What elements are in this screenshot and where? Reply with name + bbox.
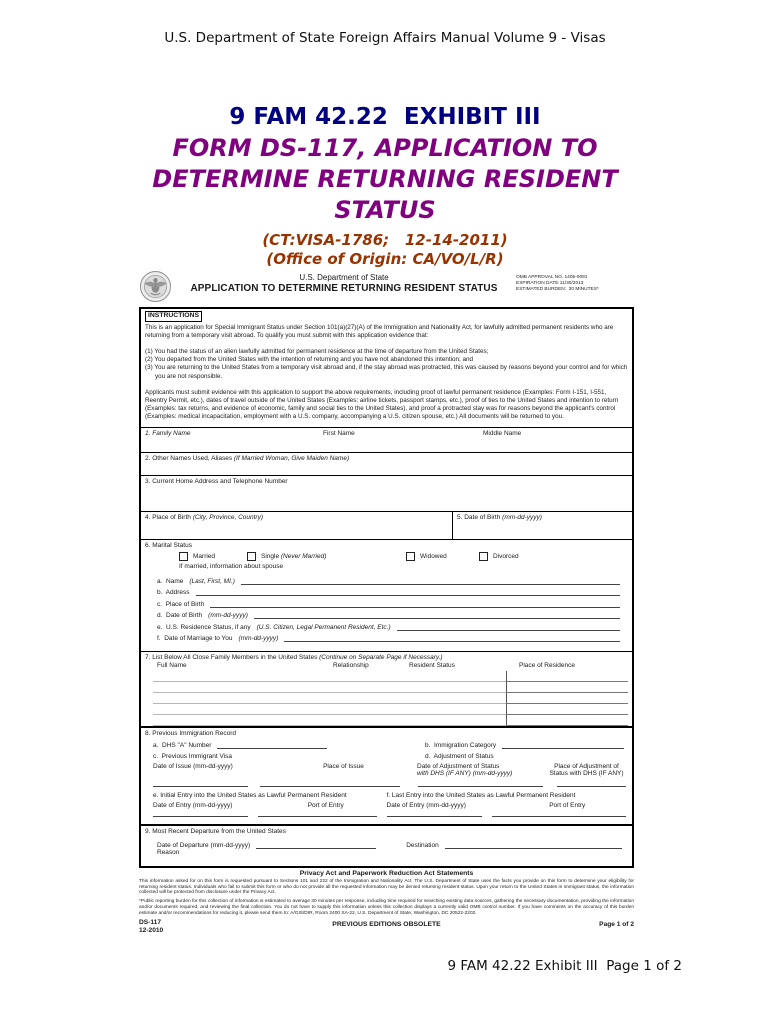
- form-title-line-3: STATUS: [334, 196, 436, 224]
- dhs-a-number-line: [217, 741, 327, 749]
- last-port-of-entry-label: Port of Entry: [549, 802, 586, 809]
- header-relationship: Relationship: [333, 662, 369, 669]
- spouse-residence-status-hint: (U.S. Citizen, Legal Permanent Resident, Etc.): [256, 623, 391, 631]
- manual-header: U.S. Department of State Foreign Affairs Manual Volume 9 - Visas: [164, 30, 606, 46]
- destination-line: [445, 841, 622, 849]
- field-2-label: 2. Other Names Used, Aliases: [145, 455, 233, 462]
- family-row-line: [153, 715, 506, 726]
- family-table-row: [145, 682, 628, 693]
- initial-date-of-entry-label: Date of Entry (mm-dd-yyyy): [153, 802, 233, 809]
- family-row-line: [153, 704, 506, 715]
- spouse-address-line: [196, 588, 620, 596]
- field-5-hint: (mm-dd-yyyy): [502, 514, 542, 521]
- omb-approval-number: OMB APPROVAL NO. 1405-0091: [516, 275, 588, 280]
- spouse-birthdate-hint: (mm-dd-yyyy): [208, 612, 248, 619]
- dhs-a-number-row: [145, 738, 425, 749]
- family-row-residence-cell: [506, 671, 628, 682]
- divorced-label: Divorced: [493, 553, 519, 560]
- field-9-label: 9. Most Recent Departure from the United States: [145, 828, 286, 835]
- form-ds-117: [139, 270, 634, 934]
- spouse-info-note: If married, information about spouse: [179, 563, 284, 570]
- marriage-date-line: [284, 634, 620, 642]
- family-table-row: [145, 671, 628, 682]
- instruction-item-1: (1) You had the status of an alien lawfully admitted for permanent residence at the time of departure from the United States;: [145, 348, 489, 356]
- form-title-line-2: DETERMINE RETURNING RESIDENT: [152, 165, 618, 193]
- form-body: [139, 307, 634, 868]
- date-of-adjustment-label: Date of Adjustment of Status with DHS (IF ANY) (mm-dd-yyyy): [417, 763, 513, 777]
- spouse-birthdate-row: [157, 609, 624, 620]
- field-2-other-names: [141, 452, 632, 475]
- privacy-act-section: [139, 870, 634, 916]
- widowed-label: Widowed: [420, 553, 447, 560]
- field-5-date-of-birth: [453, 512, 632, 539]
- departure-row: [157, 839, 626, 849]
- issue-adjustment-lines: [145, 786, 628, 787]
- single-checkbox: [247, 552, 256, 561]
- field-8-immigration-record: [141, 726, 632, 824]
- married-checkbox: [179, 552, 188, 561]
- privacy-act-paragraph-1: This information asked for on this form is requested pursuant to Sections 101 and 222 of the Immigration and Nationality Act. The U.S. Department of State uses the facts you provide on this form to determine your eligibility for returning resident status. Individuals who fail to submit this form or who do not provide all the requested information may be denied returning resident status. Upon your return to the United States in immigrant status, the information collected will be protected from disclosure under the Privacy Act.: [139, 879, 634, 896]
- form-page-number: Page 1 of 2: [599, 921, 634, 929]
- instruction-item-2: (2) You departed from the United States with the intention of returning and you have not abandoned this intention; and: [145, 356, 474, 364]
- place-of-adjustment-line: [557, 786, 626, 787]
- spouse-birthplace-line: [210, 600, 620, 608]
- family-table-row: [145, 693, 628, 704]
- option-widowed: [406, 552, 477, 561]
- family-row-line: [153, 671, 506, 682]
- omb-block: [516, 270, 634, 294]
- family-row-line: [153, 693, 506, 704]
- field-3-label: 3. Current Home Address and Telephone Number: [145, 478, 288, 485]
- field-4-5-row: [141, 511, 632, 539]
- header-resident-status: Resident Status: [409, 662, 455, 669]
- field-5-label: 5. Date of Birth: [457, 514, 501, 521]
- spouse-birthdate-line: [254, 611, 620, 619]
- spouse-residence-status-line: [397, 623, 620, 631]
- office-of-origin-line: (Office of Origin: CA/VO/L/R): [266, 250, 504, 268]
- field-6-marital-status: [141, 539, 632, 651]
- form-edition-date: 12-2010: [139, 926, 164, 934]
- header-place-of-residence: Place of Residence: [519, 662, 576, 669]
- marriage-date-row: [157, 632, 624, 643]
- field-4-place-of-birth: [141, 512, 453, 539]
- field-1-name: [141, 427, 632, 452]
- spouse-address-row: [157, 586, 624, 597]
- instructions-intro: This is an application for Special Immigrant Status under Section 101(a)(27)(A) of the Immigration and Nationality Act, for lawfully admitted permanent residents who are returning from a temporary visit abroad. To qualify you must submit with this application evidence that:: [145, 324, 614, 340]
- instructions-section: [141, 309, 632, 427]
- exhibit-title-block: [0, 104, 770, 268]
- single-hint: (Never Married): [280, 553, 327, 560]
- adjustment-of-status-row: [425, 750, 628, 761]
- date-of-issue-label: Date of Issue (mm-dd-yyyy): [153, 763, 233, 770]
- privacy-act-heading: Privacy Act and Paperwork Reduction Act Statements: [299, 870, 474, 877]
- initial-entry-block: [145, 792, 387, 817]
- spouse-name-row: [157, 574, 624, 585]
- immigration-category-line: [502, 741, 624, 749]
- form-footer: [139, 919, 634, 934]
- form-header-titles: [172, 270, 516, 294]
- family-table-headers: [157, 662, 628, 669]
- previous-immigrant-visa-row: [145, 750, 425, 761]
- instructions-heading: INSTRUCTIONS: [145, 311, 202, 322]
- divorced-checkbox: [479, 552, 488, 561]
- spouse-name-label: a. Name: [157, 577, 184, 585]
- family-row-residence-cell: [506, 704, 628, 715]
- place-of-adjustment-label: Place of Adjustment of Status with DHS (IF ANY): [549, 763, 624, 777]
- family-row-residence-cell: [506, 715, 628, 726]
- previous-editions-note: PREVIOUS EDITIONS OBSOLETE: [332, 921, 441, 929]
- form-number-block: [139, 919, 259, 934]
- marital-status-options: [179, 552, 628, 561]
- initial-date-of-entry-line: [153, 816, 248, 817]
- family-row-residence-cell: [506, 693, 628, 704]
- change-transmittal-line: (CT:VISA-1786; 12-14-2011): [262, 231, 508, 249]
- exhibit-page-footer: 9 FAM 42.22 Exhibit III Page 1 of 2: [447, 958, 682, 974]
- last-date-of-entry-line: [387, 816, 482, 817]
- form-header: [139, 270, 634, 307]
- field-7-label: 7. List Below All Close Family Members in the United States: [145, 654, 318, 661]
- family-table-row: [145, 704, 628, 715]
- date-of-issue-line: [153, 786, 248, 787]
- exhibit-number-title: 9 FAM 42.22 EXHIBIT III: [229, 104, 541, 130]
- option-single: [247, 552, 364, 561]
- spouse-name-hint: (Last, First, MI.): [189, 577, 235, 585]
- omb-estimated-burden: ESTIMATED BURDEN: 30 MINUTES*: [516, 287, 599, 293]
- dhs-a-number-label: a. DHS "A" Number: [153, 741, 212, 749]
- field-7-family-members: [141, 651, 632, 726]
- spouse-birthplace-row: [157, 597, 624, 608]
- initial-port-of-entry-label: Port of Entry: [307, 802, 344, 809]
- privacy-act-paragraph-2: *Public reporting burden for this collection of information is estimated to average 30 minutes per response, including time required for searching existing data sources, gathering the necessary documentation, providing the information and/or documents required, and reviewing the final collection. You do not have to supply this information unless this collection displays a currently valid OMB control number. If you have comments on the accuracy of this burden estimate and/or recommendations for reducing it, please send them to: A/GIS/DIR, Room 2400 SA-22, U.S. Department of State, Washington, DC 20522-2202.: [139, 899, 634, 916]
- place-of-issue-label: Place of Issue: [323, 763, 364, 770]
- option-divorced: [479, 552, 569, 561]
- form-number: DS-117: [139, 919, 161, 927]
- previous-immigrant-visa-label: c. Previous Immigrant Visa: [153, 753, 232, 760]
- date-of-adjustment-line: [418, 786, 543, 787]
- field-4-label: 4. Place of Birth: [145, 514, 191, 521]
- date-of-departure-line: [256, 841, 376, 849]
- field-8-label: 8. Previous Immigration Record: [145, 730, 237, 737]
- reason-label: Reason: [157, 849, 180, 856]
- last-date-of-entry-label: Date of Entry (mm-dd-yyyy): [386, 802, 466, 809]
- issue-adjustment-labels: [145, 763, 628, 777]
- omb-expiration-date: EXPIRATION DATE 11/30/2013: [516, 281, 584, 287]
- last-port-of-entry-line: [492, 816, 627, 817]
- form-title-line-1: FORM DS-117, APPLICATION TO: [172, 134, 598, 162]
- last-entry-block: [387, 792, 629, 817]
- marriage-date-label: f. Date of Marriage to You: [157, 635, 233, 642]
- field-4-hint: (City, Province, Country): [192, 514, 264, 521]
- field-3-home-address: [141, 475, 632, 511]
- destination-label: Destination: [406, 842, 439, 849]
- marriage-date-hint: (mm-dd-yyyy): [238, 635, 279, 642]
- spouse-birthdate-label: d. Date of Birth: [157, 612, 203, 619]
- spouse-address-label: b. Address: [157, 589, 190, 596]
- field-9-recent-departure: [141, 824, 632, 866]
- family-row-line: [153, 682, 506, 693]
- form-name: APPLICATION TO DETERMINE RETURNING RESIDENT STATUS: [190, 283, 498, 294]
- initial-entry-label: e. Initial Entry into the United States as Lawful Permanent Resident: [153, 792, 347, 799]
- field-7-hint: (Continue on Separate Page if Necessary.): [319, 654, 443, 661]
- spouse-name-line: [241, 577, 620, 585]
- family-row-residence-cell: [506, 682, 628, 693]
- spouse-birthplace-label: c. Place of Birth: [157, 600, 205, 608]
- married-label: Married: [193, 553, 216, 560]
- field-2-hint: (If Married Woman, Give Maiden Name): [233, 455, 350, 462]
- state-department-seal-icon: [139, 270, 172, 303]
- field-1-family-name-label: 1. Family Name: [145, 430, 191, 437]
- instructions-evidence: Applicants must submit evidence with this application to support the above requirements, including proof of lawful permanent residence (Examples: Form I-151, I-551, Reentry Permit, etc.), dates of travel outside of the United States (Examples: airline tickets, passport stamps, etc.), proof of ties to the United States and intention to return (Examples: tax returns, and evidence of economic, family and social ties to the United States), and proof a protracted stay was for reasons beyond the applicant's control (Examples: medical incapacitation, employment with a U.S. company, accompanying a U.S. citizen spouse, etc.) All documents will be returned to you.: [145, 388, 619, 420]
- form-agency: U.S. Department of State: [299, 273, 389, 282]
- last-entry-label: f. Last Entry into the United States as Lawful Permanent Resident: [386, 792, 576, 799]
- spouse-residence-status-row: [157, 620, 624, 631]
- field-6-label: 6. Marital Status: [145, 542, 192, 549]
- field-1-first-name-label: First Name: [323, 430, 355, 437]
- instruction-item-3: (3) You are returning to the United States from a temporary visit abroad and, if the stay abroad was protracted, this was caused by reasons beyond your control and for which you are not responsible.: [145, 364, 628, 380]
- place-of-issue-line: [260, 786, 400, 787]
- header-full-name: Full Name: [157, 662, 187, 669]
- immigration-category-row: [425, 738, 628, 749]
- initial-port-of-entry-line: [258, 816, 377, 817]
- date-of-departure-label: Date of Departure (mm-dd-yyyy): [157, 842, 251, 849]
- single-label: Single: [261, 553, 280, 560]
- immigration-category-label: b. Immigration Category: [425, 741, 497, 749]
- field-1-middle-name-label: Middle Name: [483, 430, 522, 437]
- option-married: [179, 552, 247, 561]
- spouse-residence-status-label: e. U.S. Residence Status, if any: [157, 623, 251, 631]
- family-table-row: [145, 715, 628, 726]
- adjustment-of-status-label: d. Adjustment of Status: [425, 753, 494, 760]
- widowed-checkbox: [406, 552, 415, 561]
